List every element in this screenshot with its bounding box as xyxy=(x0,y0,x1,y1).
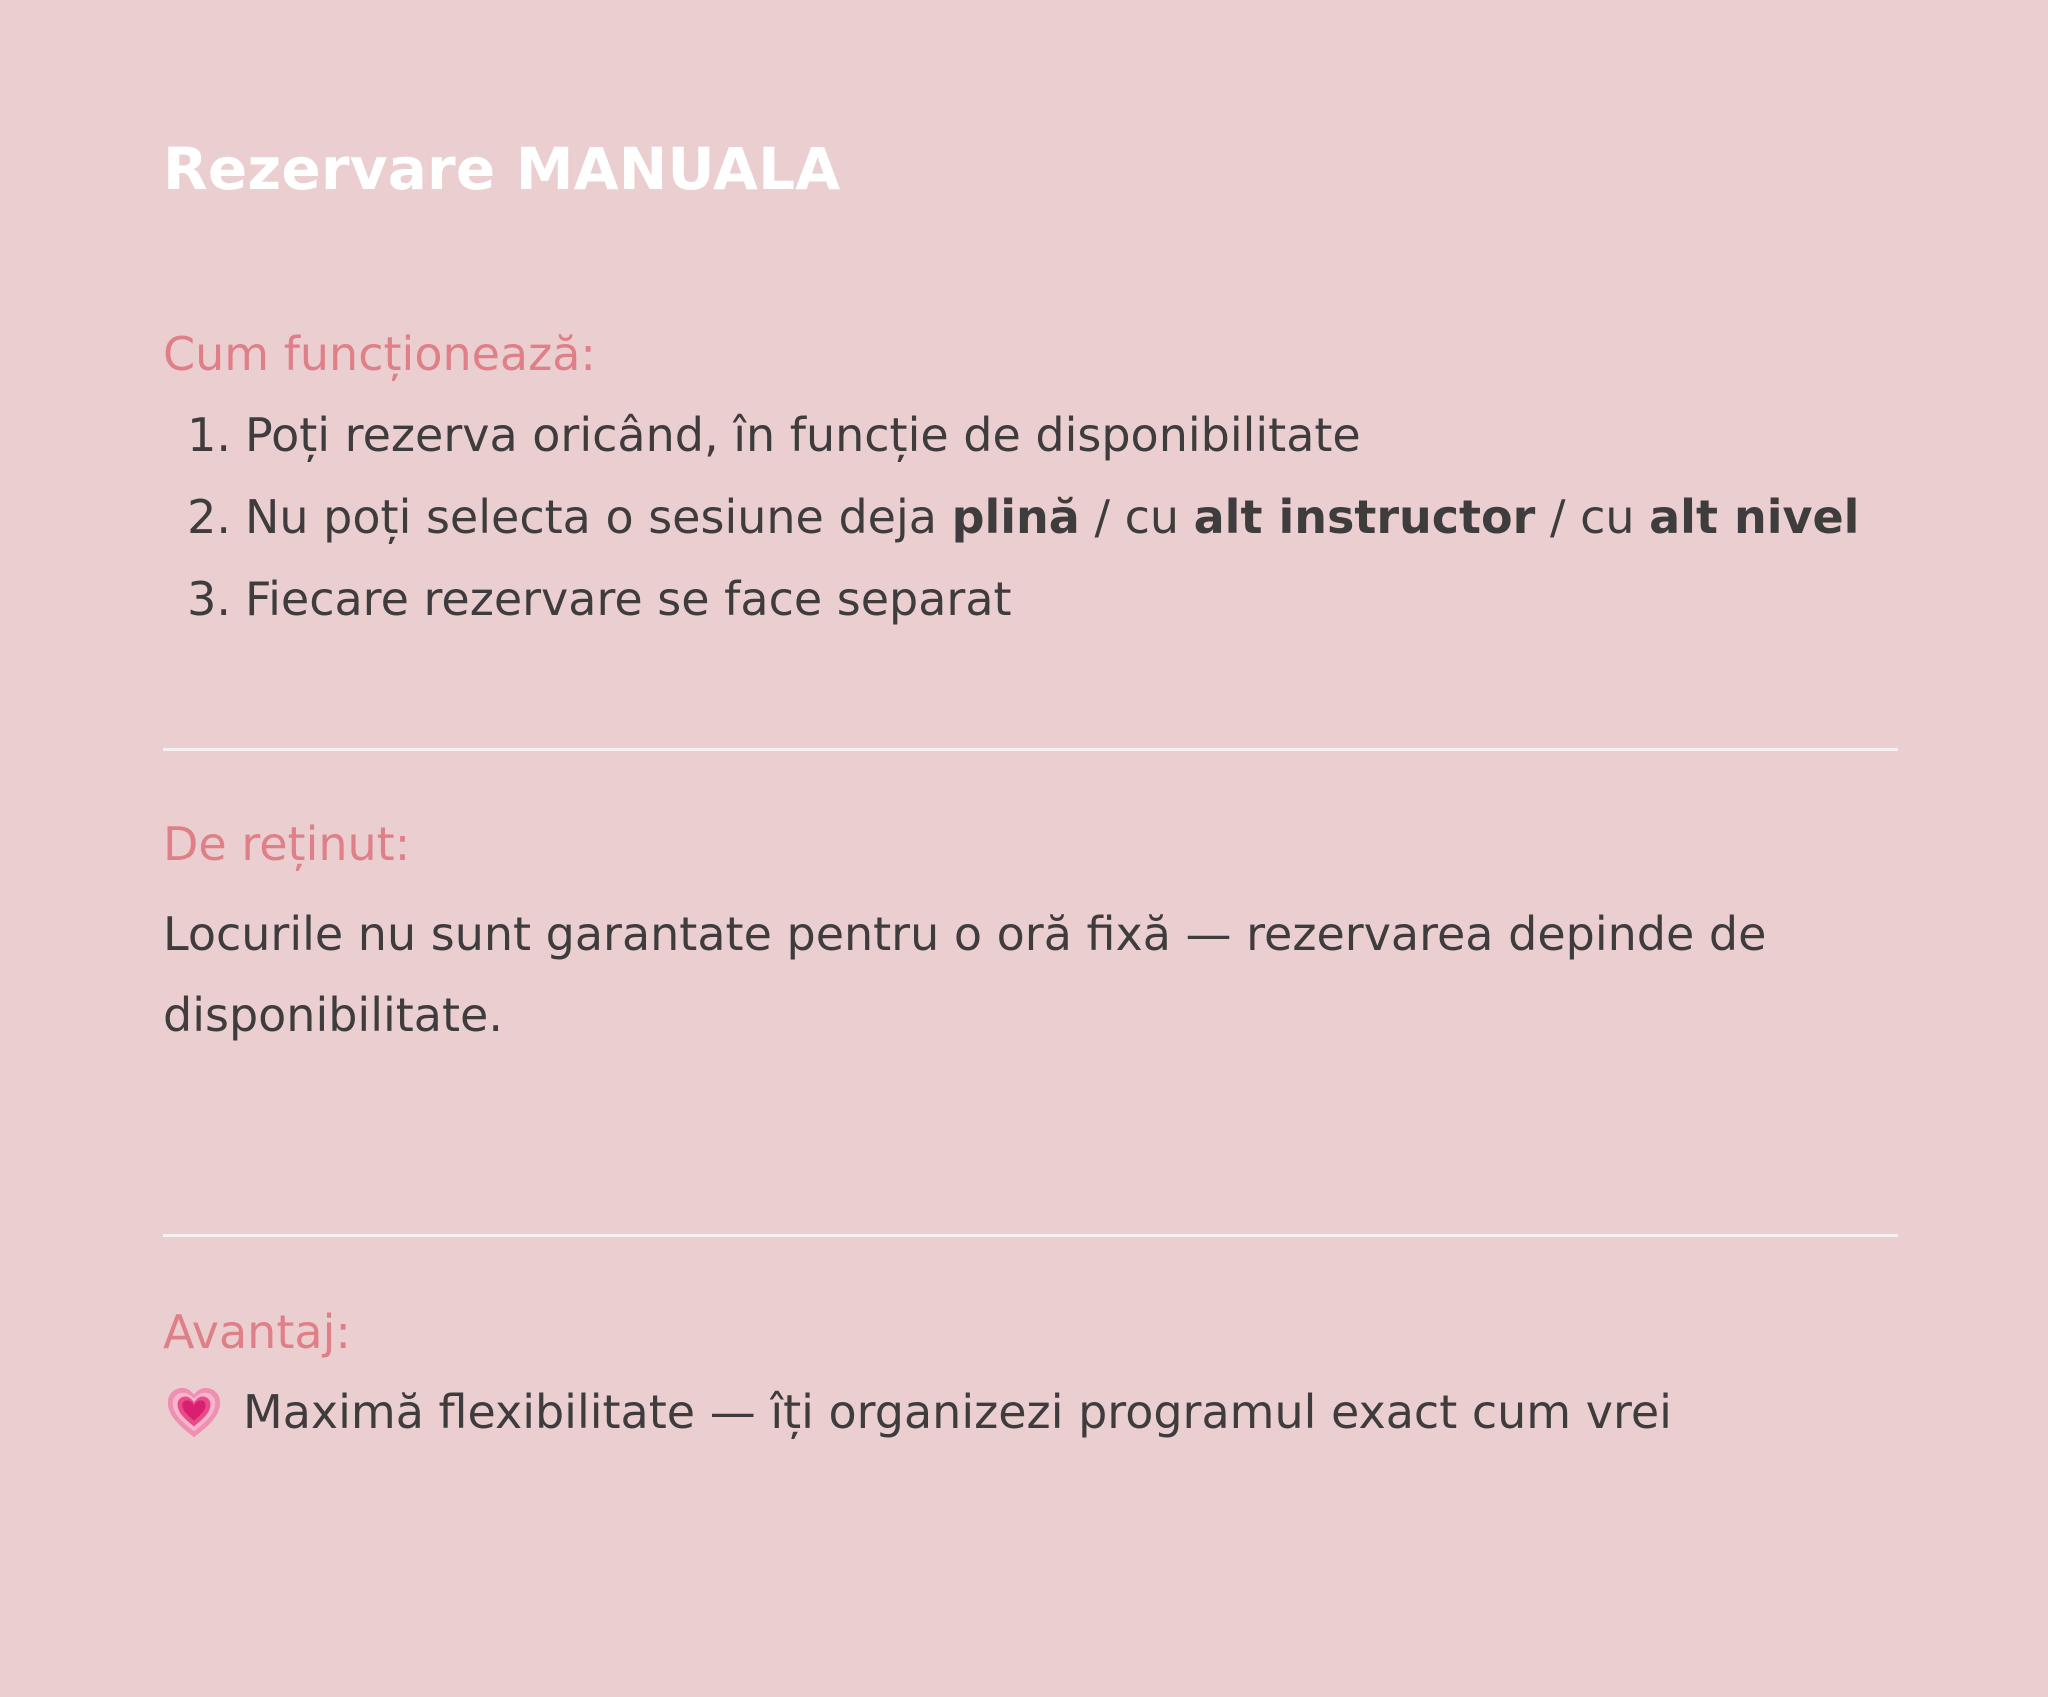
how-it-works-heading: Cum funcționează: xyxy=(163,327,596,381)
page-title: Rezervare MANUALA xyxy=(163,135,841,203)
step-item-2 xyxy=(163,476,1898,558)
remember-text: Locurile nu sunt garantate pentru o oră fixă — rezervarea depinde de disponibilitate. xyxy=(163,907,1767,1042)
remember-heading: De reținut: xyxy=(163,817,411,871)
step-number: 1. xyxy=(187,408,231,462)
advantage-item xyxy=(163,1380,1898,1444)
step-text: Poți rezerva oricând, în funcție de disponibilitate xyxy=(245,408,1361,462)
step-text-part: Nu poți selecta o sesiune deja xyxy=(245,490,952,544)
step-text-part: / cu xyxy=(1079,490,1194,544)
step-item-3 xyxy=(163,558,1898,640)
step-text-part: / cu xyxy=(1535,490,1650,544)
how-it-works-list xyxy=(163,394,1898,640)
advantage-text: Maximă flexibilitate — îți organizezi programul exact cum vrei xyxy=(243,1385,1672,1439)
section-divider xyxy=(163,748,1898,751)
step-text: Fiecare rezervare se face separat xyxy=(245,572,1012,626)
full-session-label: plină xyxy=(951,490,1080,544)
growing-heart-icon xyxy=(163,1383,225,1441)
section-divider xyxy=(163,1234,1898,1237)
other-instructor-label: alt instructor xyxy=(1193,490,1536,544)
advantage-heading: Avantaj: xyxy=(163,1305,351,1359)
step-number: 2. xyxy=(187,490,231,544)
step-item-1 xyxy=(163,394,1898,476)
step-number: 3. xyxy=(187,572,231,626)
how-it-works-section xyxy=(163,326,1898,640)
advantage-section xyxy=(163,1304,1898,1444)
step-text xyxy=(245,476,1859,558)
other-level-label: alt nivel xyxy=(1649,490,1860,544)
remember-section xyxy=(163,816,1898,1056)
